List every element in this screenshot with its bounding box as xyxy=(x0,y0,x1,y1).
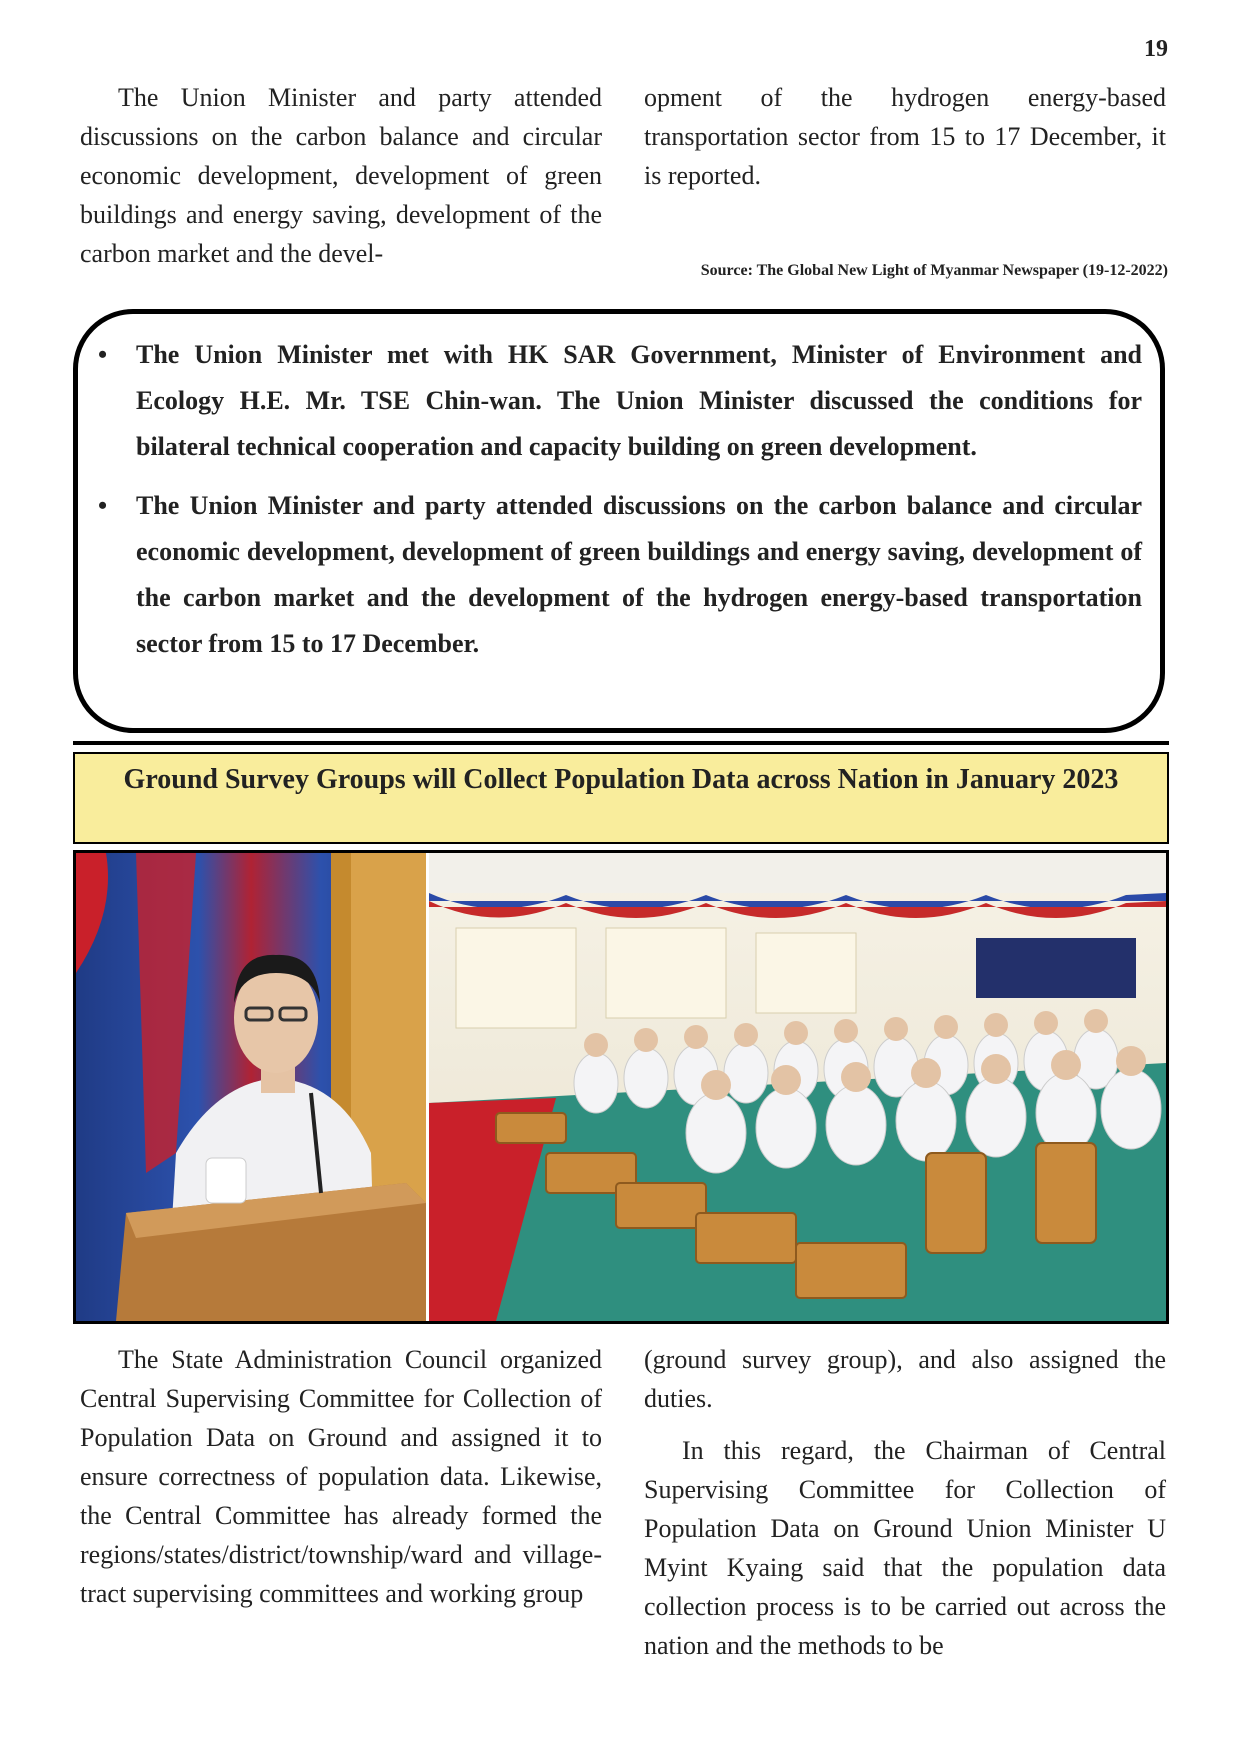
article1-left-column xyxy=(80,78,602,286)
article2-paragraph-left: The State Administration Council organized Central Supervising Committee for Collection of Population Data on Ground and assigned it to ensure correctness of population data. Likewise, the Central Committee has already formed the regions/states/district/township/ward and village-tract supervising committees and working group xyxy=(80,1345,602,1608)
article2-right-column xyxy=(644,1340,1166,1678)
source-credit: Source: The Global New Light of Myanmar Newspaper (19-12-2022) xyxy=(700,262,1168,279)
article2-headline: Ground Survey Groups will Collect Population Data across Nation in January 2023 xyxy=(73,752,1169,844)
highlight-text: The Union Minister and party attended discussions on the carbon balance and circular economic development, development of green buildings and energy saving, development of the carbon market and the development of the hydrogen energy-based transportation sector from 15 to 17 December. xyxy=(136,491,1142,658)
highlight-item xyxy=(98,483,1142,667)
bullet-icon: • xyxy=(98,491,108,520)
article2-paragraph-right-1: (ground survey group), and also assigned the duties. xyxy=(644,1345,1166,1413)
news-photo xyxy=(73,850,1169,1324)
highlight-list xyxy=(78,314,1160,667)
section-divider xyxy=(73,741,1169,745)
photo-illustration xyxy=(76,853,1166,1321)
article2-paragraph-right-2: In this regard, the Chairman of Central Supervising Committee for Collection of Population Data on Ground Union Minister U Myint Kyaing said that the population data collection process is to be carried out across the nation and the methods to be xyxy=(644,1436,1166,1660)
bullet-icon: • xyxy=(98,340,108,369)
audience-photo xyxy=(429,853,1166,1321)
page-number: 19 xyxy=(1144,36,1168,62)
highlight-item xyxy=(98,332,1142,470)
article1-right-column xyxy=(644,78,1166,208)
article2-left-column xyxy=(80,1340,602,1626)
article1-paragraph-left: The Union Minister and party attended discussions on the carbon balance and circular economic development, development of green buildings and energy saving, development of the carbon market and the devel- xyxy=(80,83,602,268)
highlight-box xyxy=(73,309,1165,733)
highlight-text: The Union Minister met with HK SAR Government, Minister of Environment and Ecology H.E. Mr. TSE Chin-wan. The Union Minister discussed the conditions for bilateral technical cooperation and capacity building on green development. xyxy=(136,340,1142,461)
article1-paragraph-right: opment of the hydrogen energy-based transportation sector from 15 to 17 December, it is reported. xyxy=(644,83,1166,190)
speaker-photo xyxy=(76,853,429,1321)
